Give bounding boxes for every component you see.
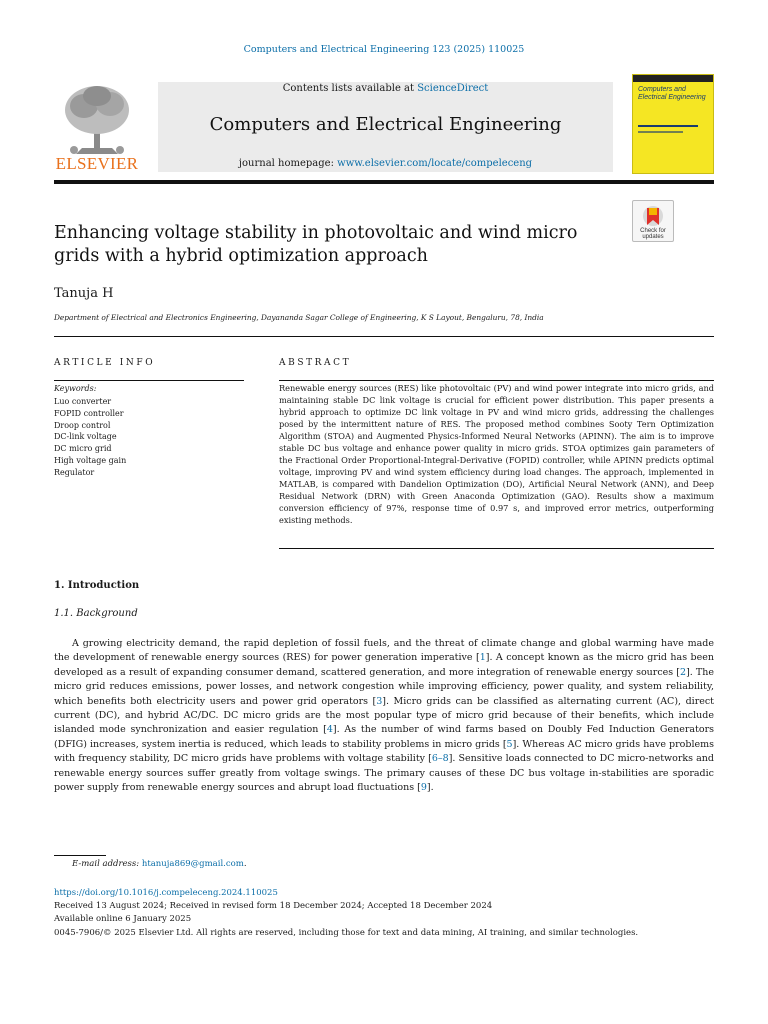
body-text: ]. Micro grids can be classified as alternating current (AC), direct current (DC), and hybrid AC/DC. DC micro grids are the most popular type of micro grid because of their benefits, which include islanded mode synchronization and easier regulation [ bbox=[54, 695, 714, 736]
bookmark-icon bbox=[633, 203, 673, 231]
keyword-item: DC micro grid bbox=[54, 444, 112, 454]
author-email-link[interactable]: htanuja869@gmail.com bbox=[141, 859, 244, 869]
received-dates: Received 13 August 2024; Received in revised form 18 December 2024; Accepted 18 December 2024 bbox=[54, 901, 493, 912]
check-for-updates-label: Check for updates bbox=[640, 228, 666, 240]
footnote-suffix: . bbox=[243, 859, 247, 869]
keyword-item: Luo converter bbox=[54, 397, 112, 406]
journal-homepage-link[interactable]: www.elsevier.com/locate/compeleceng bbox=[337, 158, 533, 169]
keyword-item: DC-link voltage bbox=[54, 432, 117, 442]
homepage-prefix: journal homepage: bbox=[238, 158, 338, 169]
journal-masthead bbox=[54, 72, 714, 178]
citation-link[interactable]: 2 bbox=[680, 666, 687, 678]
article-info-rule bbox=[54, 380, 244, 381]
body-text: ]. A concept known as the micro grid has been developed as a result of expanding consumer demand, scattered generation, and more integration of renewable energy sources [ bbox=[54, 652, 714, 678]
body-text: ]. The micro grid reduces emissions, power losses, and network congestion while improving efficiency, power quality, and system reliability, which benefits both electricity users and power grid operators [ bbox=[54, 666, 715, 707]
paper-title: Enhancing voltage stability in photovoltaic and wind micro grids with a hybrid optimization approach bbox=[54, 223, 578, 266]
section-heading-introduction: 1. Introduction bbox=[54, 580, 140, 591]
cover-rule bbox=[638, 125, 698, 127]
keyword-list bbox=[54, 396, 126, 479]
abstract-text: Renewable energy sources (RES) like photovoltaic (PV) and wind power integrate into micro grids, and maintaining stable DC link voltage is crucial for efficient power distribution. This paper presents a hybrid approach to optimize DC link voltage in PV and wind micro grids, addressing the challenges posed by the intermittent nature of RES. The proposed method combines Sooty Tern Optimization Algorithm (STOA) and Augmented Physics-Informed Neural Networks (APINN). The aim is to improve stable DC bus voltage and enhance power quality in micro grids. STOA optimizes gain parameters of the Fractional Order Proportional-Integral-Derivative (FOPID) controller, while APINN predicts optimal voltage, improving PV and wind system efficiency during load changes. The approach, implemented in MATLAB, is compared with Dandelion Optimization (DO), Artificial Neural Network (ANN), and Deep Residual Network (DRN) with Green Anaconda Optimization (GAO). Results show a maximum conversion efficiency of 97%, response time of 0.97 s, and improved error metrics, outperforming existing methods. bbox=[279, 383, 714, 525]
footnote bbox=[54, 859, 247, 869]
body-text: ]. Sensitive loads connected to DC micro-networks and renewable energy sources suffer greatly from voltage swings. The primary causes of these DC bus voltage in-stabilities are sporadic power supply from renewable energy sources and abrupt load fluctuations [ bbox=[54, 753, 715, 794]
homepage-line bbox=[158, 158, 613, 169]
subsection-heading-background: 1.1. Background bbox=[54, 608, 138, 619]
check-for-updates-badge[interactable] bbox=[632, 200, 674, 242]
publication-info bbox=[54, 887, 638, 940]
copyright-notice: 0045-7906/© 2025 Elsevier Ltd. All rights are reserved, including those for text and data mining, AI training, and similar technologies. bbox=[54, 927, 639, 938]
available-online-date: Available online 6 January 2025 bbox=[54, 914, 192, 925]
keyword-item: FOPID controller bbox=[54, 408, 124, 418]
article-info-heading: ARTICLE INFO bbox=[54, 358, 156, 368]
citation-link[interactable]: 9 bbox=[420, 782, 427, 794]
keywords-label: Keywords: bbox=[54, 384, 97, 393]
keyword-item: High voltage gain bbox=[54, 455, 127, 465]
body-text: ]. As the number of wind farms based on Doubly Fed Induction Generators (DFIG) increases, system inertia is reduced, which leads to stability problems in micro grids [ bbox=[54, 724, 715, 750]
footnote-rule bbox=[54, 855, 106, 856]
running-head[interactable]: Computers and Electrical Engineering 123 (2025) 110025 bbox=[243, 44, 525, 55]
abstract-heading: ABSTRACT bbox=[279, 358, 352, 368]
meta-rule bbox=[54, 336, 714, 337]
citation-link[interactable]: 3 bbox=[376, 695, 383, 707]
keyword-item: Regulator bbox=[54, 467, 95, 477]
journal-header-box bbox=[158, 82, 613, 172]
sciencedirect-link[interactable]: ScienceDirect bbox=[417, 83, 489, 94]
citation-link[interactable]: 6–8 bbox=[431, 753, 449, 765]
body-text: A growing electricity demand, the rapid depletion of fossil fuels, and the threat of climate change and global warming have made the development of renewable energy sources (RES) for power generation imperative [ bbox=[54, 638, 714, 664]
abstract-bottom-rule bbox=[279, 548, 714, 549]
footnote-label: E-mail address: bbox=[72, 859, 140, 869]
contents-line bbox=[158, 83, 613, 94]
journal-title: Computers and Electrical Engineering bbox=[209, 114, 562, 135]
publisher-name: ELSEVIER bbox=[55, 154, 139, 173]
citation-link[interactable]: 1 bbox=[479, 652, 486, 664]
author-affiliation: Department of Electrical and Electronics Engineering, Dayananda Sagar College of Engineering, K S Layout, Bengaluru, 78, India bbox=[54, 313, 544, 322]
citation-link[interactable]: 4 bbox=[326, 724, 333, 736]
cover-strip bbox=[633, 75, 713, 82]
body-text: ]. Whereas AC micro grids have problems with frequency stability, DC micro grids have problems with voltage stability [ bbox=[54, 738, 714, 765]
contents-prefix: Contents lists available at bbox=[282, 83, 418, 94]
journal-cover-thumbnail[interactable] bbox=[632, 74, 714, 174]
body-text: ]. bbox=[426, 782, 434, 794]
cover-rule-secondary bbox=[638, 131, 683, 133]
masthead-rule bbox=[54, 180, 714, 184]
citation-link[interactable]: 5 bbox=[506, 738, 513, 750]
introduction-paragraph bbox=[54, 637, 714, 795]
doi-link[interactable]: https://doi.org/10.1016/j.compeleceng.2024.110025 bbox=[54, 888, 278, 898]
author-name[interactable]: Tanuja H bbox=[54, 286, 114, 301]
keyword-item: Droop control bbox=[54, 420, 111, 430]
abstract-rule bbox=[279, 380, 714, 381]
cover-title: Computers and Electrical Engineering bbox=[638, 86, 706, 101]
